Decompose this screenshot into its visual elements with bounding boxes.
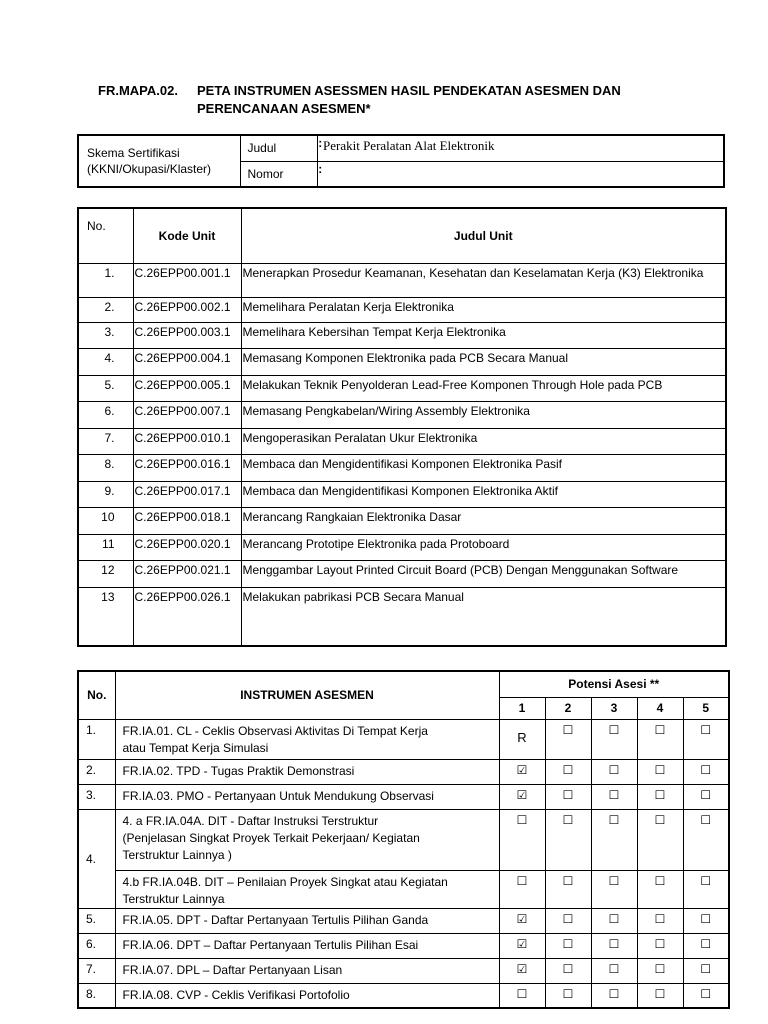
unit-no: 12: [78, 561, 133, 588]
checkbox-icon[interactable]: ☐: [545, 958, 591, 983]
instrument-table: [77, 670, 730, 1009]
checkbox-icon[interactable]: ☐: [683, 759, 729, 784]
checkbox-icon[interactable]: ☐: [545, 719, 591, 759]
checkbox-icon[interactable]: ☐: [545, 908, 591, 933]
unit-row: [78, 402, 726, 429]
checked-box-icon[interactable]: ☑: [499, 784, 545, 809]
instrument-no: 5.: [78, 908, 115, 933]
unit-row: [78, 264, 726, 298]
checkbox-icon[interactable]: ☐: [637, 719, 683, 759]
unit-title: Melakukan Teknik Penyolderan Lead-Free Komponen Through Hole pada PCB: [241, 376, 726, 402]
instrument-row: [78, 870, 729, 908]
potensi-col-4: 4: [637, 697, 683, 719]
checkbox-icon[interactable]: ☐: [637, 958, 683, 983]
skema-table: [77, 134, 725, 188]
unit-row: [78, 508, 726, 535]
unit-row: [78, 298, 726, 323]
unit-row: [78, 482, 726, 508]
unit-no: 7.: [78, 429, 133, 455]
instrument-name-line: FR.IA.08. CVP - Ceklis Verifikasi Portofolio: [122, 987, 350, 1002]
instrument-name-line: FR.IA.03. PMO - Pertanyaan Untuk Mendukung Observasi: [122, 788, 434, 803]
instrument-name: [115, 719, 499, 759]
instrument-name: [115, 870, 499, 908]
unit-row: [78, 323, 726, 349]
judul-label: Judul: [240, 135, 317, 161]
instrument-name-line: FR.IA.05. DPT - Daftar Pertanyaan Tertulis Pilihan Ganda: [122, 912, 429, 927]
unit-code: C.26EPP00.018.1: [133, 508, 241, 535]
checkbox-icon[interactable]: ☐: [591, 983, 637, 1008]
instrument-header-potensi: Potensi Asesi **: [499, 671, 729, 697]
unit-title: Membaca dan Mengidentifikasi Komponen Elektronika Pasif: [241, 455, 726, 482]
unit-title: Melakukan pabrikasi PCB Secara Manual: [241, 588, 726, 646]
checkbox-icon[interactable]: ☐: [637, 983, 683, 1008]
unit-code: C.26EPP00.021.1: [133, 561, 241, 588]
unit-no: 5.: [78, 376, 133, 402]
unit-row: [78, 588, 726, 646]
unit-no: 3.: [78, 323, 133, 349]
potensi-col-2: 2: [545, 697, 591, 719]
unit-code: C.26EPP00.026.1: [133, 588, 241, 646]
potensi-col-1: 1: [499, 697, 545, 719]
units-header-no: No.: [78, 208, 133, 264]
instrument-no: 7.: [78, 958, 115, 983]
checked-box-icon[interactable]: ☑: [499, 933, 545, 958]
instrument-body: [78, 719, 729, 1008]
instrument-name-line: 4.b FR.IA.04B. DIT – Penilaian Proyek Singkat atau Kegiatan: [122, 874, 448, 889]
unit-no: 6.: [78, 402, 133, 429]
instrument-name-line: Terstruktur Lainnya ): [122, 847, 232, 862]
unit-title: Memelihara Kebersihan Tempat Kerja Elektronika: [241, 323, 726, 349]
checkbox-icon[interactable]: ☐: [591, 784, 637, 809]
checkbox-icon[interactable]: ☐: [683, 983, 729, 1008]
checkbox-icon[interactable]: ☐: [683, 719, 729, 759]
units-table: [77, 207, 727, 647]
checkbox-icon[interactable]: ☐: [545, 809, 591, 870]
instrument-name: [115, 958, 499, 983]
unit-row: [78, 376, 726, 402]
checkbox-icon[interactable]: ☐: [683, 933, 729, 958]
instrument-name-line: FR.IA.01. CL - Ceklis Observasi Aktivitas Di Tempat Kerja: [122, 723, 428, 738]
instrument-name: [115, 983, 499, 1008]
checkbox-icon[interactable]: ☐: [499, 870, 545, 908]
instrument-name-line: 4. a FR.IA.04A. DIT - Daftar Instruksi Terstruktur: [122, 813, 379, 828]
skema-label-line2: (KKNI/Okupasi/Klaster): [87, 162, 212, 176]
checkbox-icon[interactable]: ☐: [591, 908, 637, 933]
instrument-no: 1.: [78, 719, 115, 759]
instrument-name-line: FR.IA.07. DPL – Daftar Pertanyaan Lisan: [122, 962, 343, 977]
units-header-code: Kode Unit: [133, 208, 241, 264]
unit-code: C.26EPP00.004.1: [133, 349, 241, 376]
instrument-no: 3.: [78, 784, 115, 809]
checkbox-icon[interactable]: ☐: [591, 933, 637, 958]
unit-row: [78, 561, 726, 588]
checkbox-icon[interactable]: ☐: [591, 719, 637, 759]
unit-no: 10: [78, 508, 133, 535]
unit-title: Memasang Pengkabelan/Wiring Assembly Elektronika: [241, 402, 726, 429]
instrument-no: 8.: [78, 983, 115, 1008]
checkbox-icon[interactable]: ☐: [637, 809, 683, 870]
instrument-row: [78, 958, 729, 983]
checkbox-icon[interactable]: ☐: [545, 983, 591, 1008]
form-title: [197, 82, 637, 118]
units-body: [78, 264, 726, 646]
checkbox-icon[interactable]: ☐: [591, 958, 637, 983]
instrument-name: [115, 809, 499, 870]
instrument-row: [78, 983, 729, 1008]
unit-row: [78, 349, 726, 376]
instrument-row: [78, 784, 729, 809]
mark-letter: R: [499, 719, 545, 759]
checkbox-icon[interactable]: ☐: [683, 908, 729, 933]
unit-title: Memasang Komponen Elektronika pada PCB Secara Manual: [241, 349, 726, 376]
unit-code: C.26EPP00.010.1: [133, 429, 241, 455]
form-title-line1: PETA INSTRUMEN ASESSMEN HASIL PENDEKATAN ASESMEN DAN: [197, 83, 621, 98]
instrument-row: [78, 809, 729, 870]
nomor-value: [323, 161, 724, 187]
checkbox-icon[interactable]: ☐: [683, 809, 729, 870]
form-title-line2: PERENCANAAN ASESMEN*: [197, 101, 371, 116]
instrument-name-line: Terstruktur Lainnya: [122, 891, 225, 906]
checkbox-icon[interactable]: ☐: [545, 784, 591, 809]
unit-row: [78, 455, 726, 482]
instrument-header-name: INSTRUMEN ASESMEN: [115, 671, 499, 719]
checkbox-icon[interactable]: ☐: [637, 759, 683, 784]
instrument-no: 6.: [78, 933, 115, 958]
nomor-label: Nomor: [240, 161, 317, 187]
checkbox-icon[interactable]: ☐: [683, 784, 729, 809]
instrument-name: [115, 784, 499, 809]
skema-label: [78, 135, 240, 187]
instrument-row: [78, 759, 729, 784]
checkbox-icon[interactable]: ☐: [683, 870, 729, 908]
unit-code: C.26EPP00.017.1: [133, 482, 241, 508]
unit-code: C.26EPP00.020.1: [133, 535, 241, 561]
unit-title: Membaca dan Mengidentifikasi Komponen Elektronika Aktif: [241, 482, 726, 508]
unit-no: 1.: [78, 264, 133, 298]
instrument-name: [115, 759, 499, 784]
checked-box-icon[interactable]: ☑: [499, 759, 545, 784]
form-code: FR.MAPA.02.: [98, 83, 178, 98]
unit-no: 13: [78, 588, 133, 646]
checkbox-icon[interactable]: ☐: [591, 759, 637, 784]
checked-box-icon[interactable]: ☑: [499, 958, 545, 983]
unit-code: C.26EPP00.007.1: [133, 402, 241, 429]
judul-colon: :: [317, 135, 323, 161]
instrument-no: 2.: [78, 759, 115, 784]
checkbox-icon[interactable]: ☐: [683, 958, 729, 983]
instrument-name-line: atau Tempat Kerja Simulasi: [122, 740, 269, 755]
skema-label-line1: Skema Sertifikasi: [87, 146, 180, 160]
checkbox-icon[interactable]: ☐: [499, 809, 545, 870]
unit-title: Menerapkan Prosedur Keamanan, Kesehatan dan Keselamatan Kerja (K3) Elektronika: [241, 264, 726, 298]
instrument-name: [115, 933, 499, 958]
checkbox-icon[interactable]: ☐: [591, 809, 637, 870]
instrument-row: [78, 933, 729, 958]
unit-code: C.26EPP00.005.1: [133, 376, 241, 402]
unit-title: Mengoperasikan Peralatan Ukur Elektronika: [241, 429, 726, 455]
checkbox-icon[interactable]: ☐: [545, 759, 591, 784]
checkbox-icon[interactable]: ☐: [637, 908, 683, 933]
unit-row: [78, 429, 726, 455]
units-header-title: Judul Unit: [241, 208, 726, 264]
instrument-name: [115, 908, 499, 933]
unit-no: 11: [78, 535, 133, 561]
unit-no: 9.: [78, 482, 133, 508]
instrument-row: [78, 908, 729, 933]
checkbox-icon[interactable]: ☐: [545, 933, 591, 958]
instrument-name-line: FR.IA.06. DPT – Daftar Pertanyaan Tertulis Pilihan Esai: [122, 937, 419, 952]
potensi-col-5: 5: [683, 697, 729, 719]
unit-code: C.26EPP00.002.1: [133, 298, 241, 323]
instrument-name-line: (Penjelasan Singkat Proyek Terkait Pekerjaan/ Kegiatan: [122, 830, 420, 845]
unit-title: Merancang Rangkaian Elektronika Dasar: [241, 508, 726, 535]
potensi-col-3: 3: [591, 697, 637, 719]
nomor-colon: :: [317, 161, 323, 187]
judul-value: Perakit Peralatan Alat Elektronik: [323, 135, 724, 161]
unit-no: 8.: [78, 455, 133, 482]
unit-code: C.26EPP00.016.1: [133, 455, 241, 482]
unit-no: 4.: [78, 349, 133, 376]
unit-no: 2.: [78, 298, 133, 323]
instrument-row: [78, 719, 729, 759]
checkbox-icon[interactable]: ☐: [499, 983, 545, 1008]
checkbox-icon[interactable]: ☐: [637, 933, 683, 958]
checked-box-icon[interactable]: ☑: [499, 908, 545, 933]
checkbox-icon[interactable]: ☐: [591, 870, 637, 908]
unit-code: C.26EPP00.001.1: [133, 264, 241, 298]
instrument-header-no: No.: [78, 671, 115, 719]
unit-title: Merancang Prototipe Elektronika pada Protoboard: [241, 535, 726, 561]
unit-title: Memelihara Peralatan Kerja Elektronika: [241, 298, 726, 323]
unit-title: Menggambar Layout Printed Circuit Board (PCB) Dengan Menggunakan Software: [241, 561, 726, 588]
unit-row: [78, 535, 726, 561]
instrument-name-line: FR.IA.02. TPD - Tugas Praktik Demonstrasi: [122, 763, 355, 778]
checkbox-icon[interactable]: ☐: [637, 784, 683, 809]
checkbox-icon[interactable]: ☐: [545, 870, 591, 908]
unit-code: C.26EPP00.003.1: [133, 323, 241, 349]
instrument-no: 4.: [78, 809, 115, 908]
checkbox-icon[interactable]: ☐: [637, 870, 683, 908]
